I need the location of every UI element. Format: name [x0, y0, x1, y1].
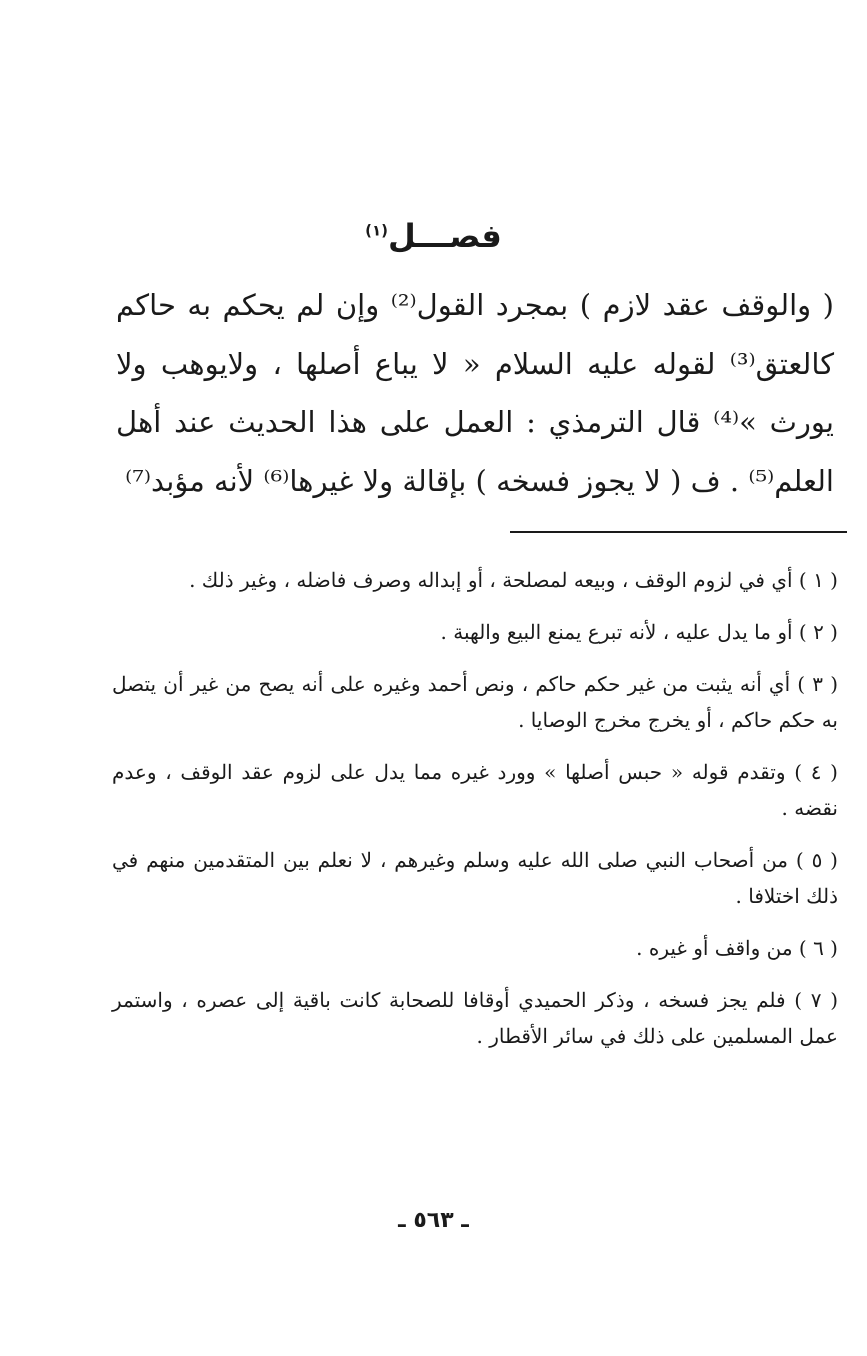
- footnote-6: ( ٦ ) من واقف أو غيره .: [636, 936, 838, 960]
- main-text-line: العلم⁽⁵⁾ . ف ( لا يجوز فسخه ) بإقالة ولا غيرها⁽⁶⁾ لأنه مؤبد⁽⁷⁾: [125, 463, 834, 498]
- footnote-4: ( ٤ ) وتقدم قوله « حبس أصلها » وورد غيره مما يدل على لزوم عقد الوقف ، وعدم نقضه .: [112, 760, 838, 820]
- footnote-3: ( ٣ ) أي أنه يثبت من غير حكم حاكم ، ونص أحمد وغيره على أنه يصح من غير أن يتصل به حكم حاكم ، أو يخرج مخرج الوصايا .: [112, 672, 838, 732]
- footnote-1: ( ١ ) أي في لزوم الوقف ، وبيعه لمصلحة ، أو إبداله وصرف فاضله ، وغير ذلك .: [189, 568, 838, 592]
- footnotes-list: [112, 562, 838, 1070]
- footnote-7: ( ٧ ) فلم يجز فسخه ، وذكر الحميدي أوقافا للصحابة كانت باقية إلى عصره ، واستمر عمل المسلمين على ذلك في سائر الأقطار .: [112, 988, 838, 1048]
- section-heading-note-ref: (١): [365, 221, 388, 240]
- footnote-separator-rule: [510, 531, 847, 533]
- main-text: [116, 276, 834, 510]
- footnote-2: ( ٢ ) أو ما يدل عليه ، لأنه تبرع يمنع البيع والهبة .: [440, 620, 838, 644]
- section-heading: [0, 212, 867, 260]
- page-number: ـ ٥٦٣ ـ: [398, 1208, 469, 1233]
- main-text-line: حاكم كالعتق⁽³⁾ لقوله عليه السلام « لا يباع أصلها ، ولايوهب: [116, 288, 835, 381]
- section-heading-title: فصـــل: [388, 217, 502, 255]
- footnote-5: ( ٥ ) من أصحاب النبي صلى الله عليه وسلم وغيرهم ، لا نعلم بين المتقدمين منهم في ذلك اختلافا .: [112, 848, 838, 908]
- main-text-line: ( والوقف عقد لازم ) بمجرد القول⁽²⁾ وإن لم يحكم به: [187, 288, 834, 322]
- main-text-line: ولا يورث »⁽⁴⁾ قال الترمذي : العمل على هذا الحديث عند أهل: [116, 346, 834, 439]
